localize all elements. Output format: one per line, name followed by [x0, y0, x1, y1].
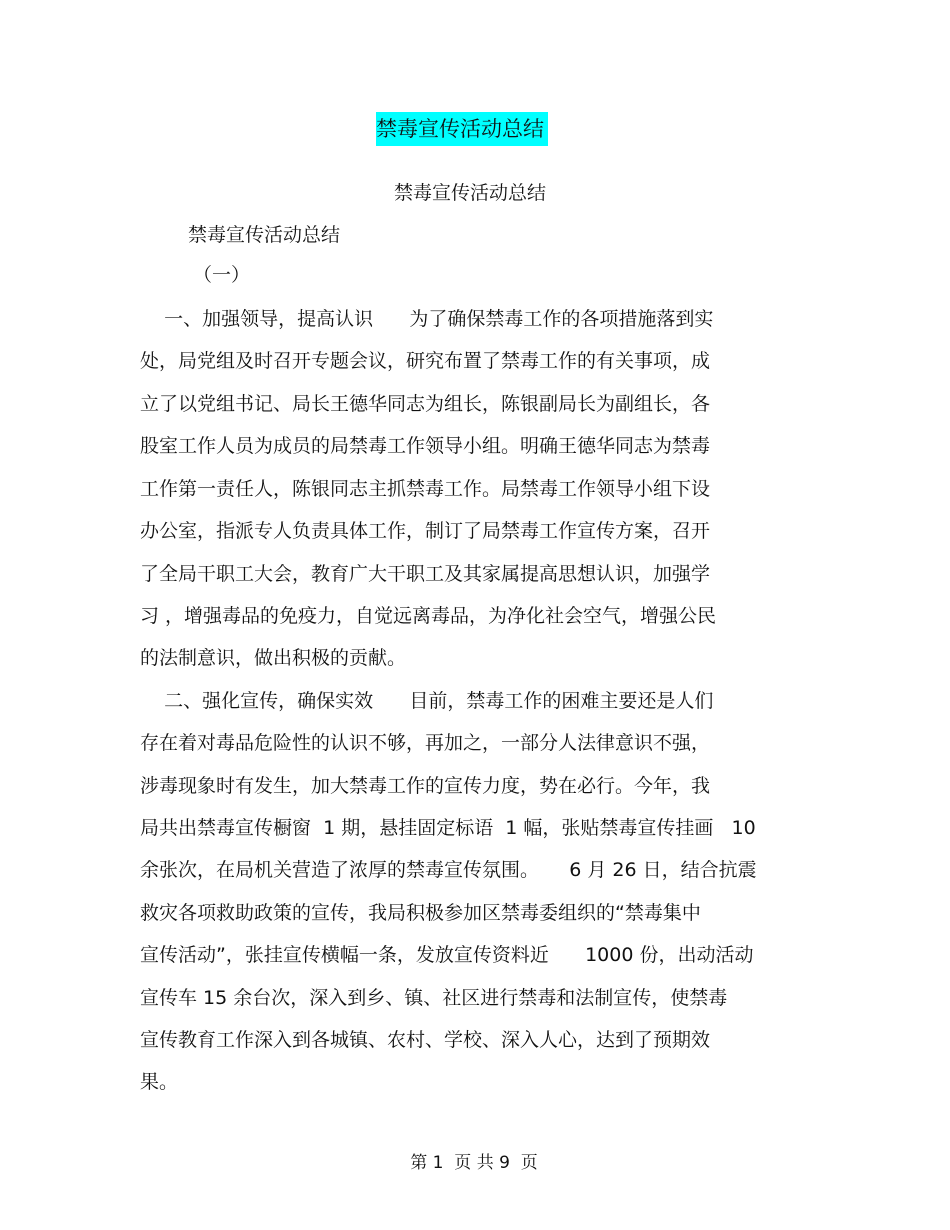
paragraph-line: 办公室，指派专人负责具体工作，制订了局禁毒工作宣传方案，召开 [140, 520, 711, 542]
paragraph-line: 涉毒现象时有发生，加大禁毒工作的宣传力度，势在必行。今年，我 [140, 775, 711, 797]
document-title: 禁毒宣传活动总结 [376, 112, 548, 146]
paragraph-line: 宣传车 15 余台次，深入到乡、镇、社区进行禁毒和法制宣传，使禁毒 [140, 987, 728, 1009]
paragraph-line: 习 ，增强毒品的免疫力，自觉远离毒品，为净化社会空气，增强公民 [140, 605, 717, 627]
paragraph-line: 处，局党组及时召开专题会议，研究布置了禁毒工作的有关事项，成 [140, 350, 711, 372]
paragraph-line: 工作第一责任人，陈银同志主抓禁毒工作。局禁毒工作领导小组下设 [140, 478, 711, 500]
document-subtitle: 禁毒宣传活动总结 [393, 182, 546, 204]
paragraph-line: 立了以党组书记、局长王德华同志为组长，陈银副局长为副组长，各 [140, 393, 711, 415]
paragraph-line: 的法制意识，做出积极的贡献。 [140, 647, 407, 669]
paragraph-line: 二、强化宣传，确保实效 目前，禁毒工作的困难主要还是人们 [140, 690, 714, 712]
paragraph-line: 果。 [140, 1071, 179, 1093]
paragraph-line: 存在着对毒品危险性的认识不够，再加之，一部分人法律意识不强， [140, 732, 711, 754]
section-marker: （一） [193, 264, 251, 286]
paragraph-line: 宣传教育工作深入到各城镇、农村、学校、深入人心，达到了预期效 [140, 1029, 711, 1051]
paragraph-line: 股室工作人员为成员的局禁毒工作领导小组。明确王德华同志为禁毒 [140, 435, 711, 457]
paragraph-line: 了全局干职工大会，教育广大干职工及其家属提高思想认识，加强学 [140, 563, 711, 585]
paragraph-line: 余张次，在局机关营造了浓厚的禁毒宣传氛围。 6 月 26 日，结合抗震 [140, 859, 757, 881]
paragraph-line: 宣传活动”，张挂宣传横幅一条，发放宣传资料近 1000 份，出动活动 [140, 944, 754, 966]
page-number-footer: 第 1 页 共 9 页 [410, 1153, 538, 1173]
paragraph-line: 一、加强领导，提高认识 为了确保禁毒工作的各项措施落到实 [140, 308, 714, 330]
paragraph-line: 局共出禁毒宣传橱窗 1 期，悬挂固定标语 1 幅，张贴禁毒宣传挂画 10 [140, 817, 756, 839]
paragraph-line: 救灾各项救助政策的宣传，我局积极参加区禁毒委组织的“禁毒集中 [140, 902, 701, 924]
section-heading: 禁毒宣传活动总结 [188, 224, 341, 246]
